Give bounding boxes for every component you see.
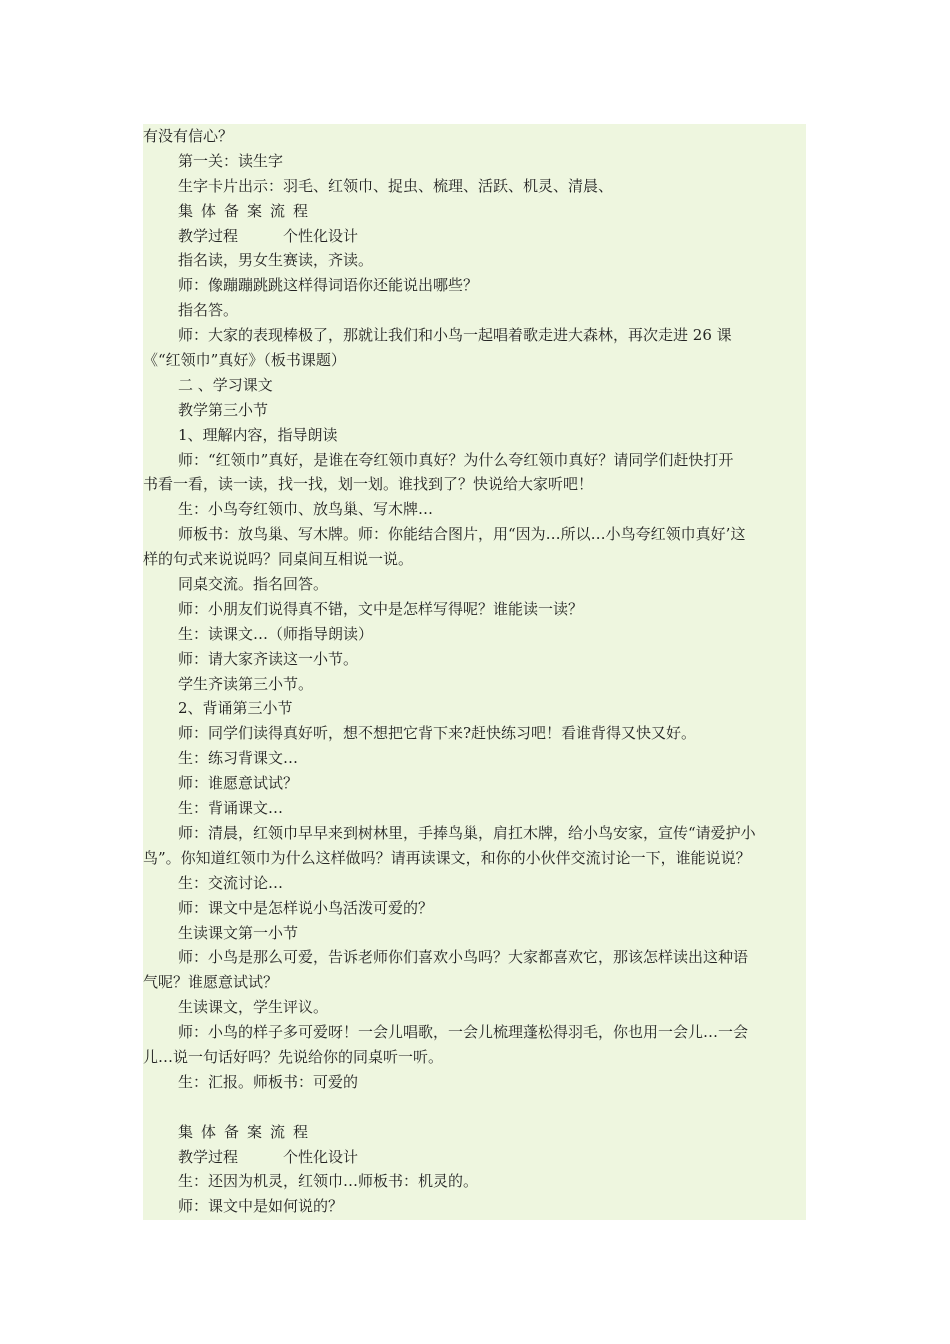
text-line: 指名答。 [178, 301, 239, 320]
text-line: 师：课文中是怎样说小鸟活泼可爱的？ [178, 898, 434, 917]
text-line: 儿…说一句话好吗？先说给你的同桌听一听。 [143, 1047, 444, 1066]
text-line: 学生齐读第三小节。 [178, 674, 314, 693]
text-line: 教学第三小节 [178, 400, 269, 419]
text-line: 师板书：放鸟巢、写木牌。师：你能结合图片，用“因为…所以…小鸟夸红领巾真好’这 [178, 525, 746, 544]
text-line: 生：练习背课文… [178, 749, 299, 768]
text-line: 1、理解内容，指导朗读 [178, 425, 338, 444]
text-line: 2、背诵第三小节 [178, 699, 293, 718]
text-line: 生读课文，学生评议。 [178, 998, 329, 1017]
text-line: 第一关：读生字 [178, 151, 284, 170]
section-heading: 集体备案流程 [178, 201, 317, 220]
text-line: 师：小鸟的样子多可爱呀！一会儿唱歌，一会儿梳理蓬松得羽毛，你也用一会儿…一会 [178, 1023, 749, 1042]
text-line: 教学过程 个性化设计 [178, 226, 359, 245]
text-line: 师：谁愿意试试？ [178, 774, 299, 793]
text-line: 生：汇报。师板书：可爱的 [178, 1072, 359, 1091]
text-line: 师：清晨，红领巾早早来到树林里，手捧鸟巢，肩扛木牌，给小鸟安家，宣传“请爱护小 [178, 823, 756, 842]
text-line: 样的句式来说说吗？同桌间互相说一说。 [143, 550, 414, 569]
text-line: 生：背诵课文… [178, 799, 284, 818]
text-line: 师：小朋友们说得真不错，文中是怎样写得呢？谁能读一读？ [178, 599, 584, 618]
text-line: 生：还因为机灵，红领巾…师板书：机灵的。 [178, 1172, 479, 1191]
text-line: 书看一看，读一读，找一找，划一划。谁找到了？快说给大家听吧！ [143, 475, 594, 494]
text-line: 师：大家的表现棒极了，那就让我们和小鸟一起唱着歌走进大森林，再次走进 26 课 [178, 326, 732, 345]
text-line: 生字卡片出示：羽毛、红领巾、捉虫、梳理、活跃、机灵、清晨、 [178, 176, 614, 195]
text-line: 气呢？谁愿意试试？ [143, 973, 279, 992]
text-line: 鸟”。你知道红领巾为什么这样做吗？请再读课文，和你的小伙伴交流讨论一下，谁能说说？ [143, 848, 751, 867]
text-line: 二 、学习课文 [178, 375, 273, 394]
text-line: 师：像蹦蹦跳跳这样得词语你还能说出哪些？ [178, 276, 479, 295]
text-line: 有没有信心？ [143, 127, 234, 145]
text-line: 生：交流讨论… [178, 873, 284, 892]
text-line: 师：小鸟是那么可爱，告诉老师你们喜欢小鸟吗？大家都喜欢它，那该怎样读出这种语 [178, 948, 749, 967]
text-line: 师：“红领巾”真好，是谁在夸红领巾真好？为什么夸红领巾真好？请同学们赶快打开 [178, 450, 734, 469]
text-line: 生：小鸟夸红领巾、放鸟巢、写木牌… [178, 500, 434, 519]
text-line: 教学过程 个性化设计 [178, 1147, 359, 1166]
document-body [143, 124, 823, 1219]
text-line: 生：读课文…（师指导朗读） [178, 624, 374, 643]
text-line: 师：请大家齐读这一小节。 [178, 649, 359, 668]
text-line: 生读课文第一小节 [178, 923, 299, 942]
text-line: 《“红领巾”真好》（板书课题） [143, 351, 346, 370]
text-line: 师：同学们读得真好听，想不想把它背下来?赶快练习吧！看谁背得又快又好。 [178, 724, 697, 743]
text-line: 师：课文中是如何说的？ [178, 1197, 344, 1216]
text-line: 同桌交流。指名回答。 [178, 575, 329, 594]
blank-line [143, 1095, 823, 1120]
text-line: 指名读，男女生赛读，齐读。 [178, 251, 374, 270]
section-heading: 集体备案流程 [178, 1122, 317, 1141]
